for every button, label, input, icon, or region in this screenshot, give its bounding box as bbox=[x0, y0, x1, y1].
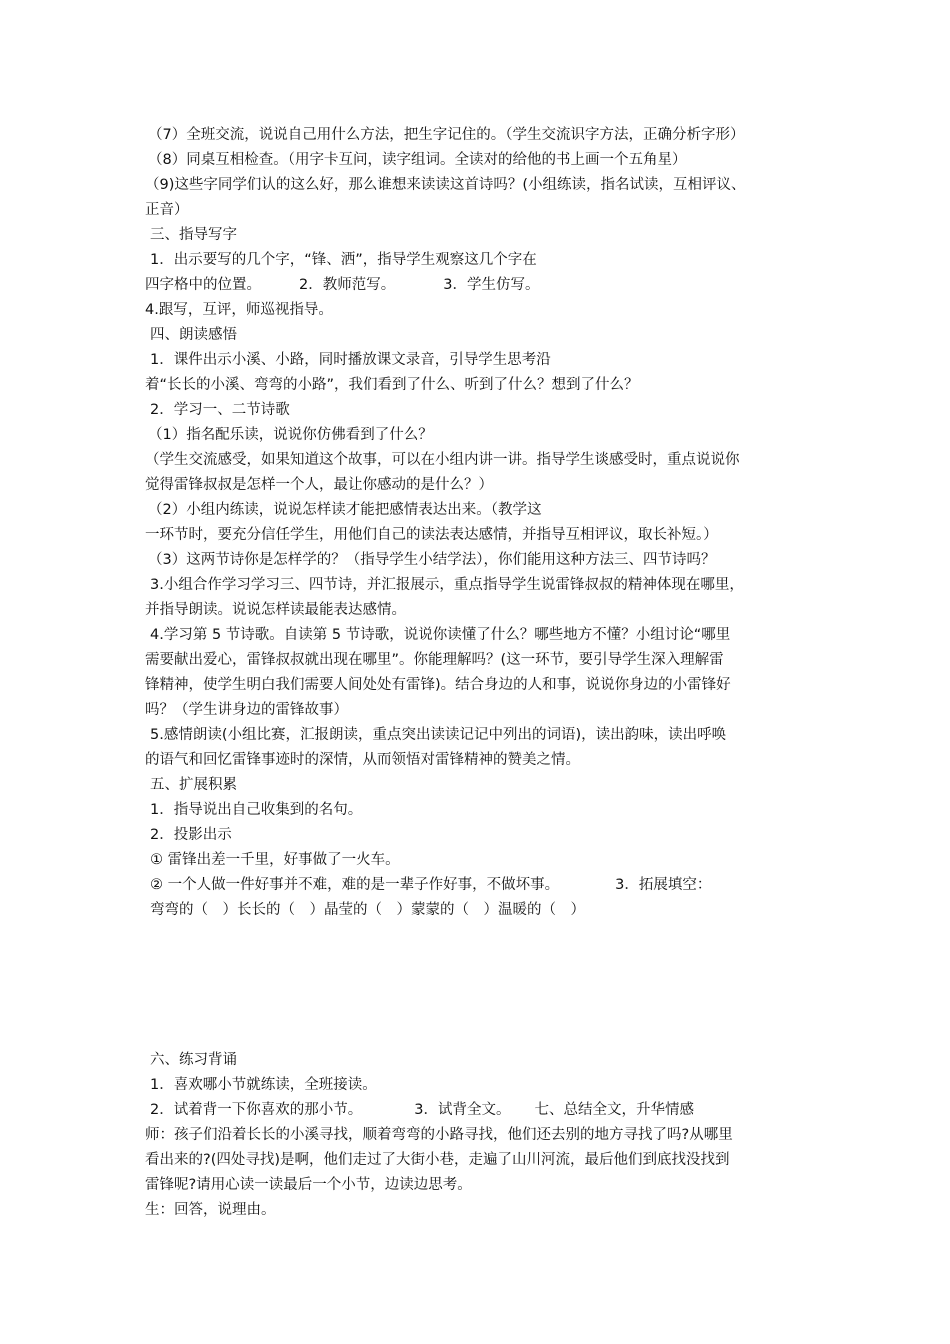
text-line-8: 4.跟写，互评，师巡视指导。 bbox=[145, 302, 333, 318]
text-line-13: （1）指名配乐读，说说你仿佛看到了什么？ bbox=[148, 427, 433, 443]
text-line-36: 师：孩子们沿着长长的小溪寻找，顺着弯弯的小路寻找，他们还去别的地方寻找了吗?从哪里 bbox=[145, 1127, 733, 1143]
text-segment: 3．拓展填空： bbox=[615, 877, 712, 893]
section-heading-6: 六、练习背诵 bbox=[150, 1052, 237, 1068]
text-line-14: （学生交流感受，如果知道这个故事，可以在小组内讲一讲。指导学生谈感受时，重点说说你 bbox=[145, 452, 740, 468]
text-line-26: 的语气和回忆雷锋事迹时的深情，从而领悟对雷锋精神的赞美之情。 bbox=[145, 752, 580, 768]
text-line-28: 1．指导说出自己收集到的名句。 bbox=[150, 802, 363, 818]
text-line-15: 觉得雷锋叔叔是怎样一个人，最让你感动的是什么？） bbox=[145, 477, 493, 493]
text-segment: 3．试背全文。 bbox=[414, 1102, 511, 1118]
text-line-39: 生：回答，说理由。 bbox=[145, 1202, 276, 1218]
text-line-35 bbox=[150, 1100, 694, 1120]
text-line-11: 着“长长的小溪、弯弯的小路”，我们看到了什么、听到了什么？想到了什么？ bbox=[145, 377, 639, 393]
text-line-16: （2）小组内练读，说说怎样读才能把感情表达出来。（教学这 bbox=[148, 502, 542, 518]
text-line-38: 雷锋呢?请用心读一读最后一个小节，边读边思考。 bbox=[145, 1177, 472, 1193]
text-line-7 bbox=[145, 275, 539, 295]
text-segment: ② 一个人做一件好事并不难，难的是一辈子作好事，不做坏事。 bbox=[150, 877, 560, 893]
text-line-10: 1．课件出示小溪、小路，同时播放课文录音，引导学生思考沿 bbox=[150, 352, 551, 368]
text-line-17: 一环节时，要充分信任学生，用他们自己的读法表达感情，并指导互相评议，取长补短。） bbox=[145, 527, 718, 543]
fill-blank-line: 弯弯的（ ）长长的（ ）晶莹的（ ）蒙蒙的（ ）温暖的（ ） bbox=[150, 902, 585, 918]
text-line-2: （8）同桌互相检查。（用字卡互问，读字组词。全读对的给他的书上画一个五角星） bbox=[148, 152, 687, 168]
text-segment: 2．试着背一下你喜欢的那小节。 bbox=[150, 1102, 363, 1118]
text-line-24: 吗？（学生讲身边的雷锋故事） bbox=[145, 702, 348, 718]
text-line-18: （3）这两节诗你是怎样学的？（指导学生小结学法），你们能用这种方法三、四节诗吗？ bbox=[148, 552, 716, 568]
text-segment: 3．学生仿写。 bbox=[443, 277, 540, 293]
text-line-37: 看出来的?(四处寻找)是啊，他们走过了大街小巷，走遍了山川河流，最后他们到底找没找到 bbox=[145, 1152, 730, 1168]
text-line-31 bbox=[150, 875, 711, 895]
text-line-23: 锋精神，使学生明白我们需要人间处处有雷锋)。结合身边的人和事，说说你身边的小雷锋好 bbox=[145, 677, 731, 693]
text-line-30: ① 雷锋出差一千里，好事做了一火车。 bbox=[150, 852, 400, 868]
text-line-4: 正音） bbox=[145, 202, 189, 218]
text-line-34: 1．喜欢哪小节就练读，全班接读。 bbox=[150, 1077, 377, 1093]
text-line-1: （7）全班交流，说说自己用什么方法，把生字记住的。（学生交流识字方法，正确分析字形） bbox=[148, 127, 745, 143]
section-heading-3: 三、指导写字 bbox=[150, 227, 237, 243]
text-line-25: 5.感情朗读(小组比赛，汇报朗读，重点突出读读记记中列出的词语)，读出韵味，读出呼唤 bbox=[150, 727, 727, 743]
section-heading-5: 五、扩展积累 bbox=[150, 777, 237, 793]
text-line-12: 2．学习一、二节诗歌 bbox=[150, 402, 290, 418]
section-heading-7: 七、总结全文，升华情感 bbox=[534, 1102, 694, 1118]
text-segment: 2．教师范写。 bbox=[299, 277, 396, 293]
text-line-6: 1．出示要写的几个字，“锋、洒”，指导学生观察这几个字在 bbox=[150, 252, 537, 268]
text-segment: 四字格中的位置。 bbox=[145, 277, 261, 293]
section-heading-4: 四、朗读感悟 bbox=[150, 327, 237, 343]
text-line-20: 并指导朗读。说说怎样读最能表达感情。 bbox=[145, 602, 406, 618]
text-line-22: 需要献出爱心，雷锋叔叔就出现在哪里”。你能理解吗？(这一环节，要引导学生深入理解雷 bbox=[145, 652, 724, 668]
text-line-29: 2．投影出示 bbox=[150, 827, 232, 843]
text-line-21: 4.学习第 5 节诗歌。自读第 5 节诗歌，说说你读懂了什么？哪些地方不懂？小组讨论“哪里 bbox=[150, 627, 731, 643]
text-line-19: 3.小组合作学习学习三、四节诗，并汇报展示，重点指导学生说雷锋叔叔的精神体现在哪里， bbox=[150, 577, 744, 593]
text-line-3: （9)这些字同学们认的这么好，那么谁想来读读这首诗吗？(小组练读，指名试读，互相评议、 bbox=[145, 177, 746, 193]
